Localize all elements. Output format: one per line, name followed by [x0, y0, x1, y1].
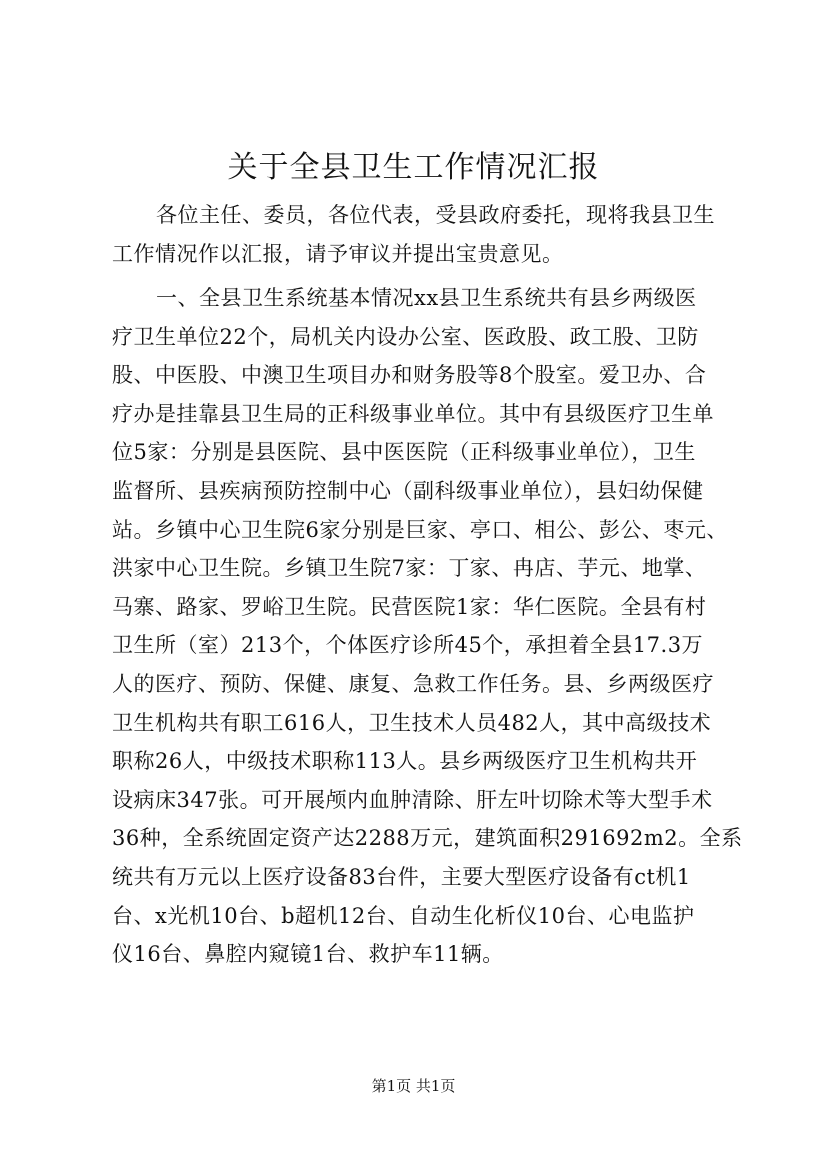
text-line: 仪16台、鼻腔内窥镜1台、救护车11辆。 — [112, 942, 504, 967]
text-line: 洪家中心卫生院。乡镇卫生院7家：丁家、冉店、芋元、地掌、 — [112, 556, 707, 581]
text-line: 股、中医股、中澳卫生项目办和财务股等8个股室。爱卫办、合 — [112, 363, 707, 388]
paragraph-section-one — [112, 279, 752, 974]
document-title: 关于全县卫生工作情况汇报 — [227, 150, 600, 185]
page-footer — [0, 1075, 827, 1097]
text-line: 各位主任、委员，各位代表，受县政府委托，现将我县卫生 — [156, 203, 715, 227]
text-line: 疗办是挂靠县卫生局的正科级事业单位。其中有县级医疗卫生单 — [112, 401, 714, 426]
text-line: 36种，全系统固定资产达2288万元，建筑面积291692m2。全系 — [112, 826, 743, 851]
text-line: 职称26人，中级技术职称113人。县乡两级医疗卫生机构共开 — [112, 749, 698, 774]
page-number-label: 第1页 共1页 — [371, 1077, 456, 1095]
text-line: 统共有万元以上医疗设备83台件，主要大型医疗设备有ct机1 — [112, 864, 691, 889]
text-line: 位5家：分别是县医院、县中医医院（正科级事业单位），卫生 — [112, 440, 696, 465]
text-line: 人的医疗、预防、保健、康复、急救工作任务。县、乡两级医疗 — [112, 671, 714, 696]
paragraph-greeting — [112, 196, 752, 273]
text-line: 工作情况作以汇报，请予审议并提出宝贵意见。 — [112, 241, 564, 266]
text-line: 卫生所（室）213个，个体医疗诊所45个，承担着全县17.3万 — [112, 633, 704, 658]
text-line: 卫生机构共有职工616人，卫生技术人员482人，其中高级技术 — [112, 710, 712, 735]
text-line: 台、x光机10台、b超机12台、自动生化析仪10台、心电监护 — [112, 903, 695, 928]
text-line: 站。乡镇中心卫生院6家分别是巨家、亭口、相公、彭公、枣元、 — [112, 517, 728, 542]
text-line: 监督所、县疾病预防控制中心（副科级事业单位），县妇幼保健 — [112, 478, 704, 503]
text-line: 马寨、路家、罗峪卫生院。民营医院1家：华仁医院。全县有村 — [112, 594, 707, 619]
text-line: 设病床347张。可开展颅内血肿清除、肝左叶切除术等大型手术 — [112, 787, 713, 812]
text-line: 一、全县卫生系统基本情况xx县卫生系统共有县乡两级医 — [156, 286, 697, 310]
text-line: 疗卫生单位22个，局机关内设办公室、医政股、政工股、卫防 — [112, 324, 699, 349]
